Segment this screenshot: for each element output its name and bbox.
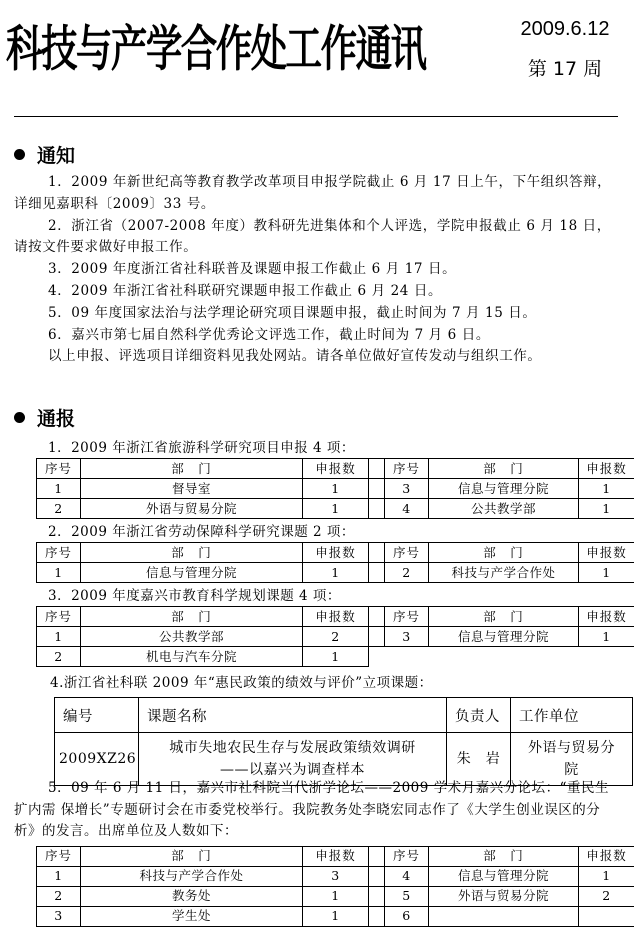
spacer-cell	[369, 647, 385, 667]
cell-no: 2	[37, 886, 81, 906]
cell-no: 2	[385, 563, 429, 583]
cell-count: 2	[303, 627, 369, 647]
notice-item: 4．2009 年浙江省社科联研究课题申报工作截止 6 月 24 日。	[48, 282, 443, 299]
item-caption: 2．2009 年浙江省劳动保障科学研究课题 2 项：	[48, 524, 355, 540]
spacer-cell	[369, 607, 385, 627]
table-header-row	[37, 846, 634, 866]
col-header-leader: 负责人	[447, 698, 511, 733]
cell-count	[579, 906, 634, 926]
cell-count: 2	[579, 886, 634, 906]
cell-count: 1	[303, 563, 369, 583]
spacer-cell	[369, 906, 385, 926]
table-row	[37, 499, 634, 519]
col-header-count: 申报数	[303, 459, 369, 479]
cell-no: 1	[37, 563, 81, 583]
report-item-2	[14, 522, 627, 583]
notice-heading-text: 通知	[37, 145, 76, 167]
col-header-name: 课题名称	[139, 698, 447, 733]
issue-date: 2009.6.12	[520, 18, 610, 40]
col-header-count: 申报数	[303, 607, 369, 627]
cell-count: 1	[303, 479, 369, 499]
spacer-cell	[369, 846, 385, 866]
table-header-row	[37, 607, 634, 627]
col-header-no: 序号	[37, 459, 81, 479]
cell-no: 1	[37, 479, 81, 499]
cell-dept: 公共教学部	[81, 627, 303, 647]
item-caption: 4.浙江省社科联 2009 年“惠民政策的绩效与评价”立项课题：	[50, 675, 433, 691]
bullet-icon	[14, 412, 25, 423]
report-heading-text: 通报	[37, 408, 76, 430]
table-row	[37, 647, 634, 667]
table-row	[37, 906, 634, 926]
cell-dept: 教务处	[81, 886, 303, 906]
col-header-no: 序号	[385, 607, 429, 627]
col-header-count: 申报数	[579, 543, 634, 563]
col-header-no: 序号	[37, 846, 81, 866]
cell-count: 1	[579, 866, 634, 886]
notice-item: 6．嘉兴市第七届自然科学优秀论文评选工作，截止时间为 7 月 6 日。	[48, 326, 490, 343]
col-header-code: 编号	[55, 698, 139, 733]
item-paragraph: 5．09 年 6 月 11 日，嘉兴市社科院当代浙学论坛——2009 学术月嘉兴分论坛：“重民生 扩内需 保增长”专题研讨会在市委党校举行。我院教务处李晓宏同志作了《大学生创业误区的分析》的发言。出席单位及人数如下：	[14, 780, 610, 839]
report-item-1	[14, 438, 627, 519]
cell-dept	[429, 647, 579, 667]
spacer-cell	[369, 459, 385, 479]
spacer-cell	[369, 866, 385, 886]
cell-no: 3	[37, 906, 81, 926]
cell-count: 1	[579, 499, 634, 519]
cell-leader: 朱 岩	[447, 733, 511, 786]
cell-dept: 信息与管理分院	[429, 479, 579, 499]
cell-count: 1	[579, 563, 634, 583]
cell-dept: 督导室	[81, 479, 303, 499]
cell-no: 3	[385, 627, 429, 647]
table-row	[37, 886, 634, 906]
report-item-3	[14, 586, 627, 667]
cell-no: 2	[37, 499, 81, 519]
notice-item: 1．2009 年新世纪高等教育教学改革项目申报学院截止 6 月 17 日上午，下午组织答辩，详细见嘉职科〔2009〕33 号。	[14, 174, 612, 212]
cell-count: 1	[303, 886, 369, 906]
cell-count: 1	[579, 479, 634, 499]
item-caption: 1．2009 年浙江省旅游科学研究项目申报 4 项：	[48, 440, 355, 456]
col-header-dept: 部 门	[81, 543, 303, 563]
table-header-row	[37, 459, 634, 479]
col-header-dept: 部 门	[429, 607, 579, 627]
col-header-no: 序号	[385, 459, 429, 479]
issue-week: 第 17 周	[527, 58, 603, 80]
table-row	[37, 563, 634, 583]
cell-dept: 学生处	[81, 906, 303, 926]
section-heading-notice	[14, 144, 75, 168]
attendance-table	[36, 846, 634, 927]
cell-no: 1	[37, 627, 81, 647]
col-header-dept: 部 门	[429, 846, 579, 866]
notice-summary: 以上申报、评选项目详细资料见我处网站。请各单位做好宣传发动与组织工作。	[48, 348, 542, 365]
col-header-no: 序号	[37, 607, 81, 627]
cell-no	[385, 647, 429, 667]
col-header-dept: 部 门	[81, 607, 303, 627]
col-header-dept: 部 门	[81, 846, 303, 866]
col-header-count: 申报数	[579, 459, 634, 479]
cell-dept: 信息与管理分院	[429, 866, 579, 886]
table-header-row	[55, 698, 633, 733]
col-header-count: 申报数	[579, 607, 634, 627]
notice-item: 2．浙江省（2007-2008 年度）教科研先进集体和个人评选，学院申报截止 6 月 18 日，请按文件要求做好申报工作。	[14, 217, 611, 256]
spacer-cell	[369, 479, 385, 499]
cell-dept: 科技与产学合作处	[81, 866, 303, 886]
col-header-dept: 部 门	[81, 459, 303, 479]
spacer-cell	[369, 499, 385, 519]
col-header-no: 序号	[37, 543, 81, 563]
cell-dept: 信息与管理分院	[429, 627, 579, 647]
section-heading-report	[14, 407, 75, 431]
table-row	[37, 627, 634, 647]
cell-dept: 公共教学部	[429, 499, 579, 519]
cell-project-name: 城市失地农民生存与发展政策绩效调研——以嘉兴为调查样本	[139, 733, 447, 786]
cell-count: 1	[303, 906, 369, 926]
cell-count	[579, 647, 634, 667]
newsletter-title: 科技与产学合作处工作通讯	[6, 20, 426, 78]
spacer-cell	[369, 886, 385, 906]
spacer-cell	[369, 627, 385, 647]
col-header-no: 序号	[385, 543, 429, 563]
report-table	[36, 542, 634, 583]
col-header-dept: 部 门	[429, 459, 579, 479]
report-item-4	[14, 673, 620, 786]
cell-no: 3	[385, 479, 429, 499]
col-header-dept: 部 门	[429, 543, 579, 563]
table-row	[37, 866, 634, 886]
cell-dept: 科技与产学合作处	[429, 563, 579, 583]
bullet-icon	[14, 149, 25, 160]
spacer-cell	[369, 543, 385, 563]
cell-count: 3	[303, 866, 369, 886]
cell-no: 4	[385, 499, 429, 519]
cell-no: 5	[385, 886, 429, 906]
item-caption: 3．2009 年度嘉兴市教育科学规划课题 4 项：	[48, 588, 341, 604]
col-header-count: 申报数	[579, 846, 634, 866]
report-table	[36, 458, 634, 519]
col-header-count: 申报数	[303, 846, 369, 866]
table-header-row	[37, 543, 634, 563]
header-divider	[14, 116, 618, 117]
col-header-count: 申报数	[303, 543, 369, 563]
cell-dept: 机电与汽车分院	[81, 647, 303, 667]
cell-dept: 信息与管理分院	[81, 563, 303, 583]
cell-count: 1	[579, 627, 634, 647]
cell-dept	[429, 906, 579, 926]
cell-dept: 外语与贸易分院	[81, 499, 303, 519]
cell-dept: 外语与贸易分院	[429, 886, 579, 906]
report-table	[36, 606, 634, 667]
cell-code: 2009XZ26	[55, 733, 139, 786]
cell-unit: 外语与贸易分院	[511, 733, 633, 786]
cell-no: 6	[385, 906, 429, 926]
cell-no: 1	[37, 866, 81, 886]
cell-count: 1	[303, 647, 369, 667]
col-header-no: 序号	[385, 846, 429, 866]
project-table	[54, 697, 633, 786]
spacer-cell	[369, 563, 385, 583]
cell-no: 4	[385, 866, 429, 886]
col-header-unit: 工作单位	[511, 698, 633, 733]
table-row	[37, 479, 634, 499]
report-item-5	[14, 778, 627, 927]
cell-no: 2	[37, 647, 81, 667]
notice-body	[14, 172, 620, 368]
notice-item: 5．09 年度国家法治与法学理论研究项目课题申报，截止时间为 7 月 15 日。	[48, 304, 537, 321]
notice-item: 3．2009 年度浙江省社科联普及课题申报工作截止 6 月 17 日。	[48, 261, 457, 278]
masthead	[0, 0, 634, 118]
cell-count: 1	[303, 499, 369, 519]
